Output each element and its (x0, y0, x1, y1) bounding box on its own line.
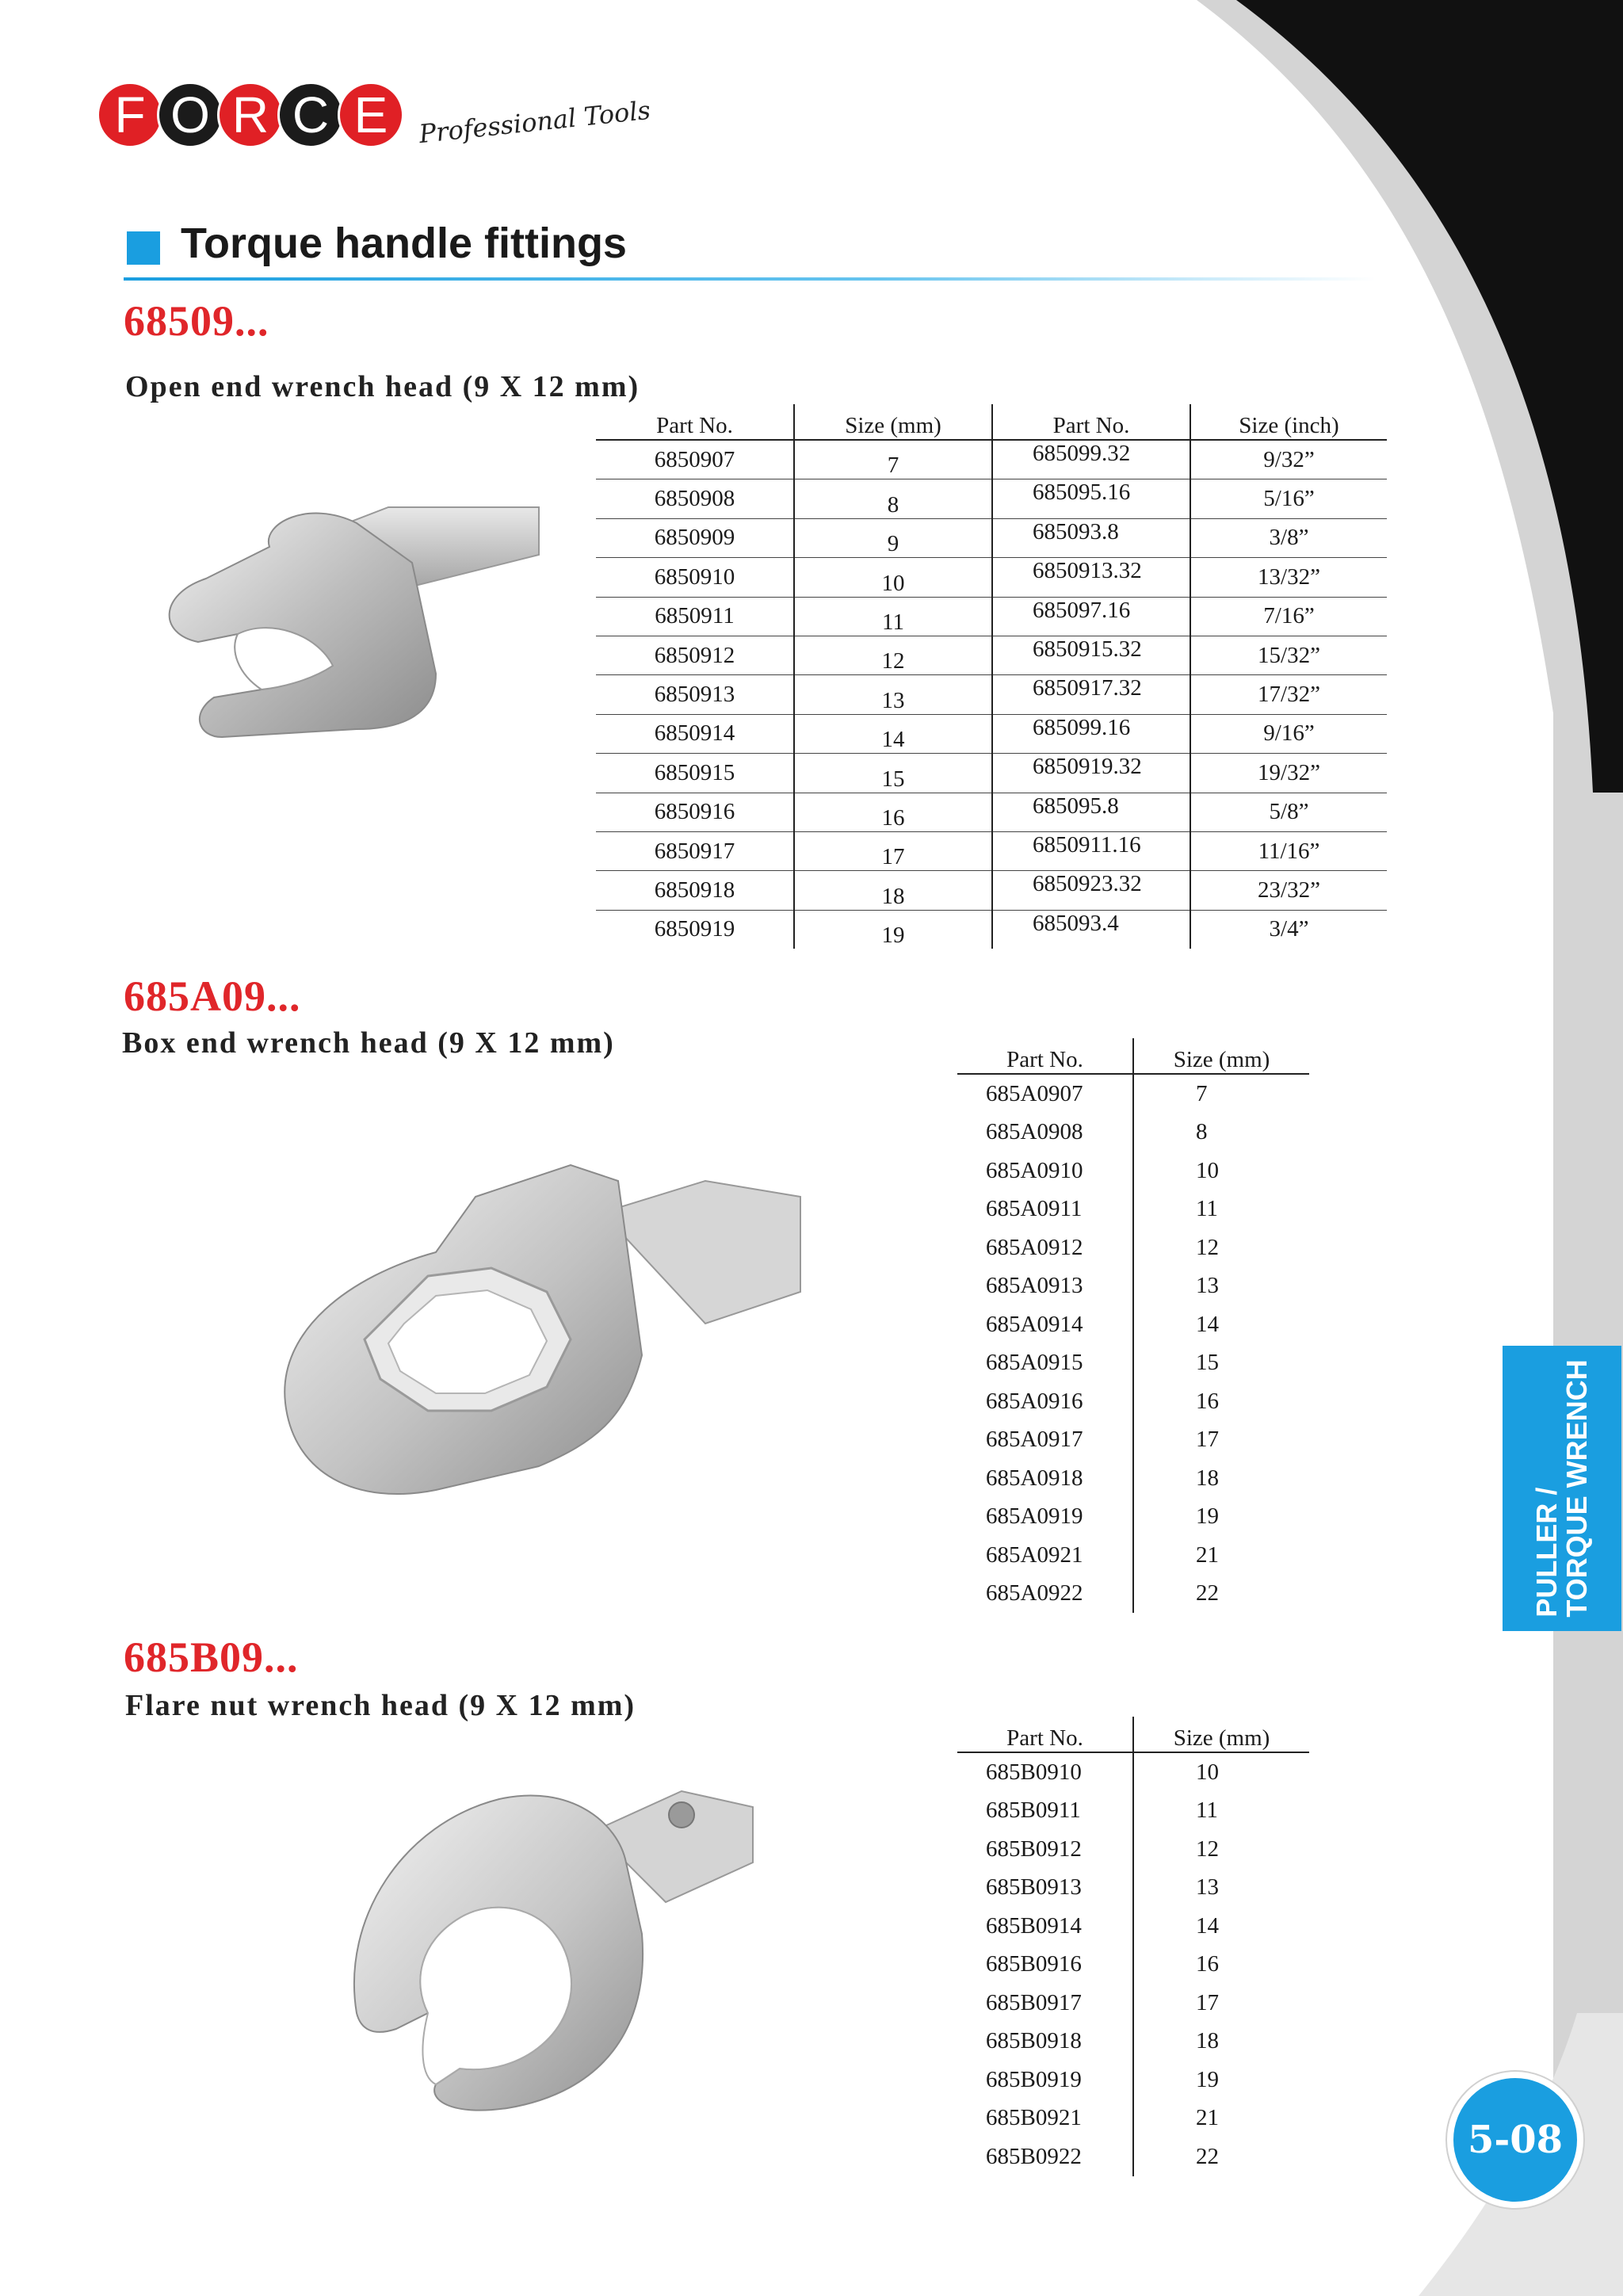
table-row (957, 1830, 1309, 1869)
part-number-cell: 685B0918 (957, 2023, 1133, 2061)
size-cell: 23/32” (1190, 871, 1387, 910)
part-number-cell: 6850914 (596, 714, 794, 753)
table-row (957, 1575, 1309, 1614)
size-cell: 22 (1196, 1580, 1219, 1606)
table-row (957, 1946, 1309, 1985)
part-number-cell: 6850908 (596, 479, 794, 518)
part-number-cell: 685A0907 (957, 1074, 1133, 1114)
box-end-spec-table (957, 1038, 1309, 1613)
table-row (596, 440, 1387, 479)
flare-nut-spec-table (957, 1717, 1309, 2176)
section-desc-box-end: Box end wrench head (9 X 12 mm) (122, 1026, 615, 1060)
size-cell: 9 (794, 518, 992, 557)
size-cell: 11/16” (1190, 831, 1387, 870)
size-cell: 19 (794, 910, 992, 949)
section-desc-flare-nut: Flare nut wrench head (9 X 12 mm) (125, 1689, 636, 1722)
size-cell: 17/32” (1190, 675, 1387, 714)
table-row (957, 1792, 1309, 1831)
table-row (957, 1421, 1309, 1460)
table-row (596, 636, 1387, 674)
size-cell: 15/32” (1190, 636, 1387, 674)
part-number-cell: 6850915.32 (992, 636, 1190, 674)
part-number-cell: 685A0918 (957, 1459, 1133, 1498)
part-number-cell: 685095.16 (992, 479, 1190, 518)
table-row (957, 1267, 1309, 1306)
part-number-cell: 685097.16 (992, 597, 1190, 636)
size-cell: 3/4” (1269, 916, 1309, 942)
part-number-cell: 6850913 (596, 675, 794, 714)
size-cell: 19/32” (1190, 754, 1387, 793)
part-number-cell: 6850912 (596, 636, 794, 674)
section-code-open-end: 68509... (124, 297, 269, 345)
part-number-cell: 6850916 (596, 793, 794, 831)
part-number-cell: 6850911.16 (992, 831, 1190, 870)
part-number-cell: 685A0915 (957, 1344, 1133, 1383)
size-cell: 17 (1196, 1989, 1219, 2015)
table-header-row (957, 1717, 1309, 1752)
section-code-flare-nut: 685B09... (124, 1633, 299, 1681)
table-row (596, 479, 1387, 518)
table-row (596, 831, 1387, 870)
size-cell: 19 (1196, 1503, 1219, 1530)
table-row (957, 2023, 1309, 2061)
part-number-cell: 6850910 (596, 558, 794, 597)
header-size-inch: Size (inch) (1190, 404, 1387, 440)
size-cell: 19 (1196, 2066, 1219, 2092)
section-desc-open-end: Open end wrench head (9 X 12 mm) (125, 370, 640, 403)
size-cell: 8 (794, 479, 992, 518)
part-number-cell: 6850918 (596, 871, 794, 910)
part-number-cell: 685B0914 (957, 1907, 1133, 1946)
table-header-row (596, 404, 1387, 440)
size-cell: 12 (1196, 1836, 1219, 1862)
size-cell: 13 (1196, 1874, 1219, 1901)
size-cell: 10 (1196, 1759, 1219, 1785)
part-number-cell: 685B0922 (957, 2137, 1133, 2176)
part-number-cell: 685B0911 (957, 1792, 1133, 1831)
size-cell: 12 (1196, 1234, 1219, 1260)
part-number-cell: 6850907 (596, 440, 794, 479)
size-cell: 22 (1196, 2143, 1219, 2169)
logo-letter-r: R (217, 82, 284, 148)
table-row (596, 714, 1387, 753)
part-number-cell: 685A0908 (957, 1114, 1133, 1152)
table-row (957, 1305, 1309, 1344)
table-row (957, 2061, 1309, 2099)
size-cell: 13/32” (1190, 558, 1387, 597)
size-cell: 13 (1196, 1273, 1219, 1299)
part-number-cell: 6850913.32 (992, 558, 1190, 597)
size-cell: 16 (794, 793, 992, 831)
part-number-cell: 685093.8 (992, 518, 1190, 557)
part-number-cell: 685B0919 (957, 2061, 1133, 2099)
size-cell: 17 (794, 831, 992, 870)
part-number-cell: 685B0912 (957, 1830, 1133, 1869)
part-number-cell: 685A0922 (957, 1575, 1133, 1614)
size-cell: 16 (1196, 1951, 1219, 1977)
logo-letter-e: E (338, 82, 404, 148)
table-row (957, 1459, 1309, 1498)
logo-letter-c: C (277, 82, 344, 148)
size-cell: 21 (1196, 1541, 1219, 1568)
size-cell: 15 (794, 754, 992, 793)
part-number-cell: 6850909 (596, 518, 794, 557)
logo-tagline: Professional Tools (417, 94, 652, 150)
part-number-cell: 685B0910 (957, 1752, 1133, 1792)
title-underline (124, 277, 1376, 281)
size-cell: 9/32” (1190, 440, 1387, 479)
size-cell: 9/16” (1190, 714, 1387, 753)
size-cell: 17 (1196, 1427, 1219, 1453)
size-cell: 10 (794, 558, 992, 597)
size-cell: 15 (1196, 1350, 1219, 1376)
size-cell: 11 (1196, 1196, 1218, 1222)
part-number-cell: 685A0913 (957, 1267, 1133, 1306)
table-row (957, 1984, 1309, 2023)
part-number-cell: 6850919 (596, 910, 794, 949)
part-number-cell: 685A0910 (957, 1152, 1133, 1190)
part-number-cell: 685099.16 (992, 714, 1190, 753)
table-row (957, 1074, 1309, 1114)
table-row (596, 871, 1387, 910)
header-part-no: Part No. (596, 404, 794, 440)
part-number-cell: 685B0921 (957, 2099, 1133, 2138)
size-cell: 5/8” (1190, 793, 1387, 831)
page-number-badge: 5-08 (1447, 2072, 1583, 2208)
size-cell: 3/8” (1190, 518, 1387, 557)
open-end-wrench-image (151, 476, 547, 761)
part-number-cell: 685A0912 (957, 1228, 1133, 1267)
size-cell: 5/16” (1190, 479, 1387, 518)
size-cell: 16 (1196, 1388, 1219, 1414)
table-row (957, 2137, 1309, 2176)
table-row (596, 754, 1387, 793)
table-row (596, 793, 1387, 831)
table-header-row (957, 1038, 1309, 1074)
category-side-tab (1503, 1346, 1621, 1631)
size-cell: 11 (794, 597, 992, 636)
section-code-box-end: 685A09... (124, 972, 301, 1020)
table-row (957, 1190, 1309, 1229)
table-row (957, 1869, 1309, 1908)
table-row (596, 558, 1387, 597)
header-size-mm: Size (mm) (1133, 1717, 1309, 1752)
part-number-cell: 685095.8 (992, 793, 1190, 831)
part-number-cell: 685B0913 (957, 1869, 1133, 1908)
table-row (957, 1114, 1309, 1152)
part-number-cell: 6850917.32 (992, 675, 1190, 714)
flare-nut-wrench-image (341, 1775, 785, 2124)
part-number-cell: 6850915 (596, 754, 794, 793)
size-cell: 14 (1196, 1311, 1219, 1337)
page-title: Torque handle fittings (181, 220, 627, 267)
table-row (957, 1752, 1309, 1792)
part-number-cell: 685A0921 (957, 1536, 1133, 1575)
part-number-cell: 685A0911 (957, 1190, 1133, 1229)
size-cell: 7/16” (1190, 597, 1387, 636)
table-row (596, 518, 1387, 557)
side-tab-line2: TORQUE WRENCH (1560, 1359, 1593, 1618)
table-row (957, 1344, 1309, 1383)
size-cell: 13 (794, 675, 992, 714)
part-number-cell: 6850917 (596, 831, 794, 870)
part-number-cell: 6850911 (596, 597, 794, 636)
size-cell: 12 (794, 636, 992, 674)
logo-letter-o: O (157, 82, 223, 148)
title-square-icon (127, 231, 160, 265)
part-number-cell: 6850923.32 (992, 871, 1190, 910)
table-row (957, 1536, 1309, 1575)
open-end-spec-table (596, 404, 1387, 949)
size-cell: 8 (1196, 1119, 1208, 1145)
table-row (957, 2099, 1309, 2138)
table-row (596, 675, 1387, 714)
part-number-cell: 685A0917 (957, 1421, 1133, 1460)
header-part-no: Part No. (957, 1717, 1133, 1752)
table-row (596, 597, 1387, 636)
side-tab-label (1532, 1359, 1592, 1617)
size-cell: 10 (1196, 1157, 1219, 1183)
size-cell: 7 (1196, 1080, 1208, 1106)
table-row (596, 910, 1387, 949)
header-part-no-inch: Part No. (992, 404, 1190, 440)
table-row (957, 1382, 1309, 1421)
logo-letter-f: F (97, 82, 163, 148)
size-cell: 18 (1196, 1465, 1219, 1491)
part-number-cell: 685A0914 (957, 1305, 1133, 1344)
table-row (957, 1907, 1309, 1946)
table-row (957, 1498, 1309, 1537)
side-tab-line1: PULLER / (1530, 1487, 1563, 1618)
box-end-wrench-image (277, 1133, 816, 1530)
part-number-cell: 685A0916 (957, 1382, 1133, 1421)
brand-logo (97, 79, 651, 151)
part-number-cell: 685A0919 (957, 1498, 1133, 1537)
size-cell: 14 (794, 714, 992, 753)
size-cell: 18 (794, 871, 992, 910)
part-number-cell: 685B0917 (957, 1984, 1133, 2023)
size-cell: 7 (794, 440, 992, 479)
part-number-cell: 685099.32 (992, 440, 1190, 479)
part-number-cell: 6850919.32 (992, 754, 1190, 793)
size-cell: 18 (1196, 2028, 1219, 2054)
header-part-no: Part No. (957, 1038, 1133, 1074)
size-cell: 11 (1196, 1797, 1218, 1824)
part-number-cell: 685B0916 (957, 1946, 1133, 1985)
table-row (957, 1228, 1309, 1267)
size-cell: 21 (1196, 2105, 1219, 2131)
part-number-cell: 685093.4 (992, 910, 1190, 949)
header-size-mm: Size (mm) (794, 404, 992, 440)
header-size-mm: Size (mm) (1133, 1038, 1309, 1074)
size-cell: 14 (1196, 1912, 1219, 1939)
table-row (957, 1152, 1309, 1190)
